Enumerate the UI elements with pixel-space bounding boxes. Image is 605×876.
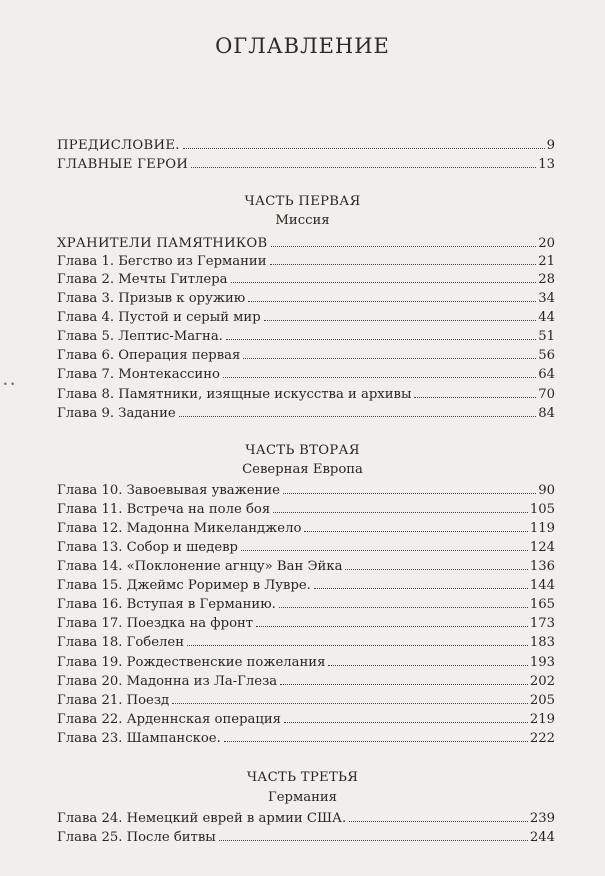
dot-leader (304, 531, 527, 532)
toc-entry (57, 309, 555, 328)
toc-entry-page: 202 (529, 674, 555, 689)
dot-leader (271, 246, 537, 247)
dot-leader (248, 301, 536, 302)
toc-entry-label: Глава 16. Вступая в Германию. (57, 597, 276, 612)
toc-entry-label: Глава 24. Немецкий еврей в армии США. (57, 811, 347, 826)
dot-leader (328, 665, 527, 666)
toc-entry (57, 482, 555, 501)
dot-leader (284, 722, 528, 723)
toc-entry-label: Глава 13. Собор и шедевр (57, 540, 238, 555)
toc-entry-label: Глава 3. Призыв к оружию (57, 291, 246, 306)
toc-entry-page: 124 (529, 540, 555, 555)
toc-entry (57, 520, 555, 539)
toc-entry-page: 165 (529, 597, 555, 612)
page-edge-mark: • • (3, 380, 15, 389)
toc-entry (57, 654, 555, 673)
toc-entry-label: Глава 9. Задание (57, 406, 176, 421)
toc-entry-label: Глава 14. «Поклонение агнцу» Ван Эйка (57, 559, 343, 574)
toc-entry-label: Глава 18. Гобелен (57, 635, 185, 650)
dot-leader (256, 626, 528, 627)
toc-entry-label: Глава 4. Пустой и серый мир (57, 310, 261, 325)
dot-leader (219, 840, 528, 841)
toc-entry (57, 692, 555, 711)
toc-entry-label: Глава 21. Поезд (57, 693, 170, 708)
toc-entry (57, 673, 555, 692)
toc-entry-part-intro (57, 235, 555, 254)
toc-entry-page: 144 (529, 578, 555, 593)
part-heading: ЧАСТЬ ТРЕТЬЯ (246, 770, 359, 785)
toc-entry-page: 183 (529, 635, 555, 650)
toc-entry-page: 222 (529, 731, 555, 746)
toc-entry (57, 253, 555, 272)
toc-entry-label: Глава 17. Поездка на фронт (57, 616, 254, 631)
toc-entry-page: 34 (538, 291, 555, 306)
toc-entry-page: 136 (529, 559, 555, 574)
toc-entry-page: 28 (538, 272, 555, 287)
toc-entry-main-characters (57, 156, 555, 175)
dot-leader (279, 607, 528, 608)
toc-entry-page: 64 (538, 367, 555, 382)
dot-leader (414, 397, 536, 398)
toc-entry (57, 386, 555, 405)
dot-leader (349, 821, 528, 822)
dot-leader (241, 550, 528, 551)
toc-entry (57, 634, 555, 653)
toc-entry-page: 13 (538, 157, 555, 172)
toc-entry-page: 90 (538, 483, 555, 498)
dot-leader (187, 645, 528, 646)
dot-leader (224, 741, 528, 742)
part-subheading: Северная Европа (242, 462, 363, 477)
part-heading: ЧАСТЬ ВТОРАЯ (245, 443, 360, 458)
toc-entry (57, 501, 555, 520)
toc-entry-page: 205 (529, 693, 555, 708)
toc-entry-page: 105 (529, 502, 555, 517)
toc-entry-label: Глава 20. Мадонна из Ла-Глеза (57, 674, 278, 689)
toc-entry-label: ГЛАВНЫЕ ГЕРОИ (57, 157, 189, 172)
toc-entry (57, 558, 555, 577)
toc-entry (57, 810, 555, 829)
dot-leader (172, 703, 528, 704)
toc-entry (57, 539, 555, 558)
toc-entry-label: Глава 7. Монтекассино (57, 367, 220, 382)
toc-entry-page: 9 (546, 138, 555, 153)
toc-entry-page: 193 (529, 655, 555, 670)
toc-entry (57, 347, 555, 366)
toc-entry-label: Глава 2. Мечты Гитлера (57, 272, 228, 287)
dot-leader (183, 148, 545, 149)
dot-leader (314, 588, 528, 589)
toc-entry-page: 239 (529, 811, 555, 826)
toc-entry (57, 730, 555, 749)
toc-entry-page: 244 (529, 830, 555, 845)
dot-leader (283, 493, 536, 494)
part-subheading: Германия (268, 790, 337, 805)
toc-entry-page: 173 (529, 616, 555, 631)
dot-leader (226, 339, 536, 340)
toc-entry (57, 615, 555, 634)
toc-entry-label: Глава 10. Завоевывая уважение (57, 483, 280, 498)
toc-entry (57, 829, 555, 848)
toc-entry-page: 20 (538, 236, 555, 251)
dot-leader (273, 512, 528, 513)
toc-entry-label: Глава 25. После битвы (57, 830, 216, 845)
dot-leader (264, 320, 537, 321)
toc-entry-label: Глава 5. Лептис-Магна. (57, 329, 223, 344)
toc-entry (57, 711, 555, 730)
toc-entry-page: 44 (538, 310, 555, 325)
toc-entry-label: Глава 6. Операция первая (57, 348, 241, 363)
toc-entry-page: 84 (538, 406, 555, 421)
toc-entry-label: ПРЕДИСЛОВИЕ. (57, 138, 180, 153)
part-heading: ЧАСТЬ ПЕРВАЯ (244, 194, 361, 209)
toc-entry-label: Глава 23. Шампанское. (57, 731, 221, 746)
toc-entry-label: Глава 19. Рождественские пожелания (57, 655, 326, 670)
toc-entry-label: Глава 1. Бегство из Германии (57, 254, 267, 269)
dot-leader (223, 377, 536, 378)
dot-leader (270, 264, 537, 265)
toc-entry (57, 328, 555, 347)
toc-entry-page: 219 (529, 712, 555, 727)
dot-leader (179, 416, 537, 417)
toc-entry-preface (57, 137, 555, 156)
toc-entry-page: 51 (538, 329, 555, 344)
toc-entry (57, 405, 555, 424)
toc-entry (57, 271, 555, 290)
dot-leader (191, 167, 536, 168)
toc-entry-page: 21 (538, 254, 555, 269)
page-title: ОГЛАВЛЕНИЕ (215, 34, 390, 58)
toc-entry-label: Глава 8. Памятники, изящные искусства и архивы (57, 387, 412, 402)
toc-entry-label: Глава 22. Арденнская операция (57, 712, 281, 727)
toc-entry-label: Глава 12. Мадонна Микеланджело (57, 521, 302, 536)
toc-entry-page: 119 (529, 521, 555, 536)
toc-entry-page: 56 (538, 348, 555, 363)
dot-leader (231, 282, 537, 283)
toc-entry-label: Глава 15. Джеймс Роример в Лувре. (57, 578, 311, 593)
part-subheading: Миссия (275, 213, 330, 228)
dot-leader (280, 684, 528, 685)
toc-entry (57, 290, 555, 309)
toc-entry (57, 577, 555, 596)
dot-leader (345, 569, 527, 570)
dot-leader (243, 358, 536, 359)
toc-entry (57, 366, 555, 385)
toc-entry-label: ХРАНИТЕЛИ ПАМЯТНИКОВ (57, 236, 268, 251)
toc-entry (57, 596, 555, 615)
toc-entry-page: 70 (538, 387, 555, 402)
toc-entry-label: Глава 11. Встреча на поле боя (57, 502, 271, 517)
